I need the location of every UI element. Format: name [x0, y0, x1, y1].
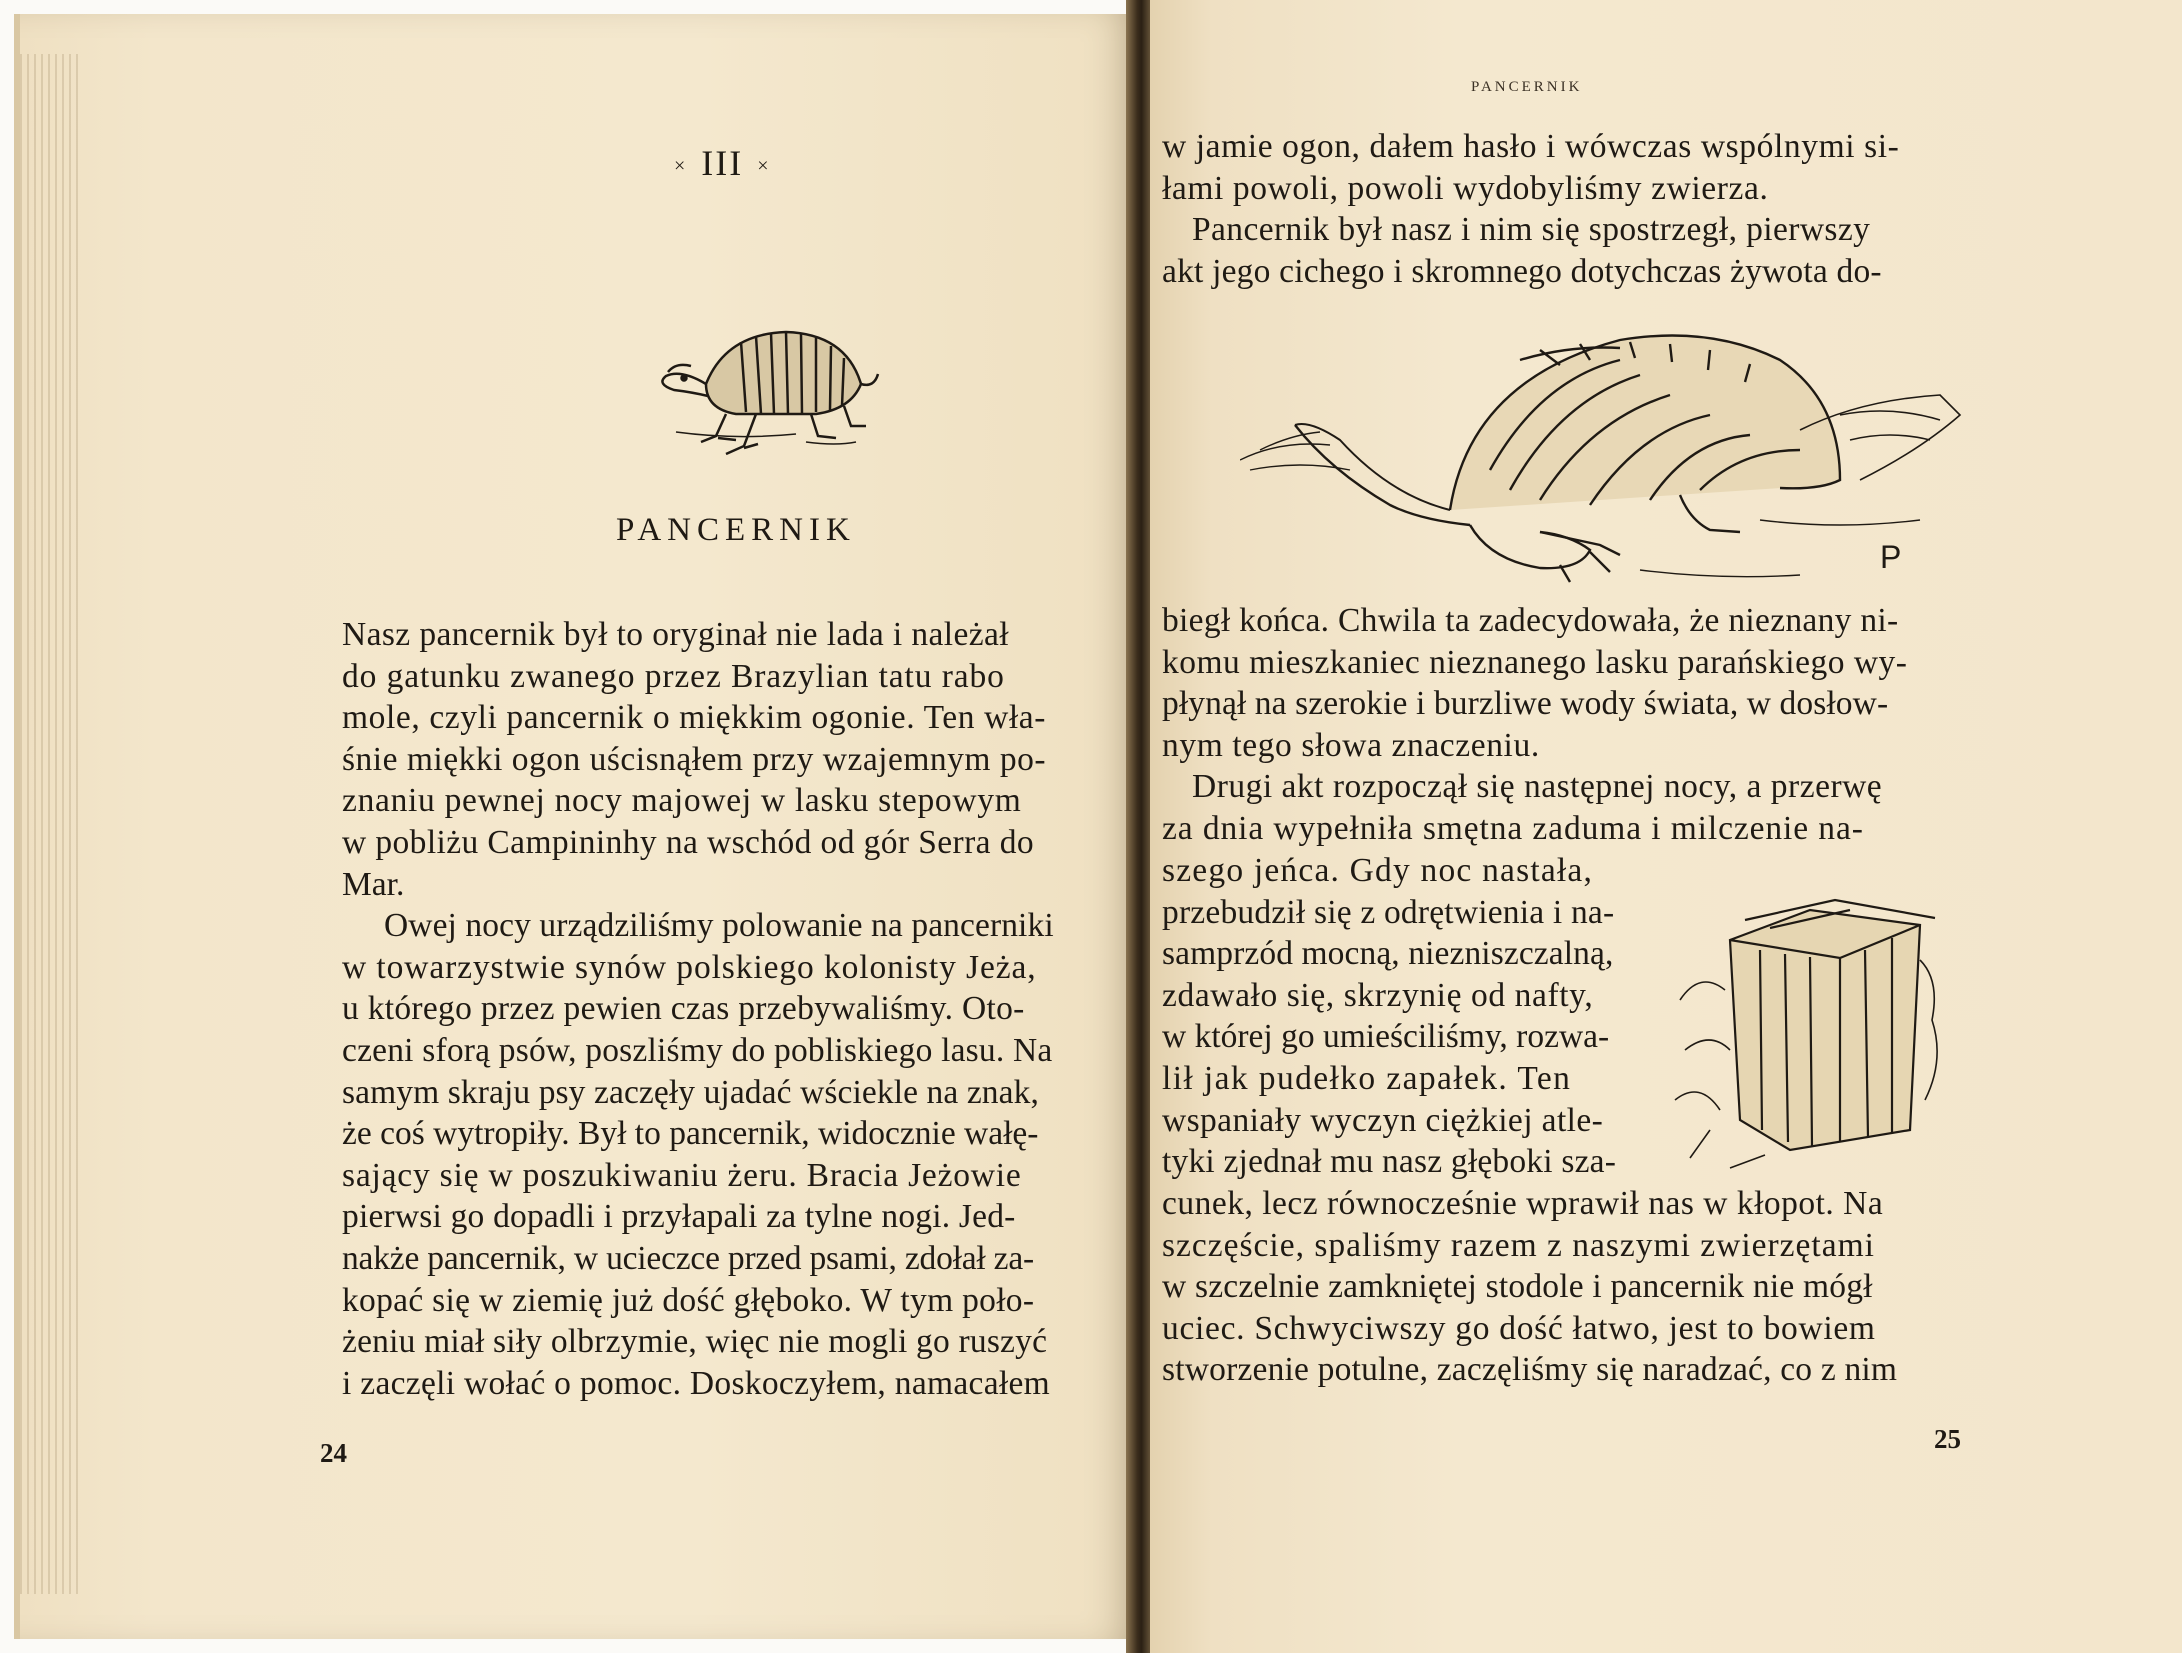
- text-line: Mar.: [342, 865, 405, 903]
- chapter-heading: [660, 142, 785, 184]
- text-line: łami powoli, powoli wydobyliśmy zwierza.: [1162, 169, 1769, 207]
- page-edge-texture: [20, 54, 80, 1594]
- chapter-mark-left: ×: [674, 155, 688, 178]
- text-line: w szczelnie zamkniętej stodole i pancernik nie mógł: [1162, 1268, 1873, 1306]
- text-line: komu mieszkaniec nieznanego lasku parańskiego wy-: [1162, 643, 1908, 681]
- text-line: w jamie ogon, dałem hasło i wówczas wspólnymi si-: [1162, 128, 1900, 165]
- text-line: płynął na szerokie i burzliwe wody świata, w dosłow-: [1162, 685, 1889, 723]
- text-line: uciec. Schwyciwszy go dość łatwo, jest to bowiem: [1162, 1309, 1876, 1347]
- page-number-left: 24: [320, 1438, 347, 1468]
- text-line: przebudził się z odrętwienia i na-: [1162, 893, 1615, 931]
- text-line: u którego przez pewien czas przebywaliśmy. Oto-: [342, 990, 1025, 1028]
- text-line: zdawało się, skrzynię od nafty,: [1162, 976, 1594, 1014]
- text-line: sający się w poszukiwaniu żeru. Bracia Jeżowie: [342, 1156, 1022, 1194]
- text-line: Owej nocy urządziliśmy polowanie na pancerniki: [384, 907, 1054, 945]
- right-text-middle: [1162, 600, 1962, 850]
- text-line: w towarzystwie synów polskiego kolonisty Jeża,: [342, 948, 1037, 986]
- text-line: kopać się w ziemię już dość głęboko. W tym poło-: [342, 1281, 1035, 1319]
- text-line: stworzenie potulne, zaczęliśmy się naradzać, co z nim: [1162, 1351, 1898, 1389]
- illustration-signature: P: [1880, 539, 1902, 575]
- text-line: czeni sforą psów, poszliśmy do pobliskiego lasu. Na: [342, 1031, 1053, 1069]
- armadillo-vignette-icon: [646, 314, 886, 464]
- page-number-right: 25: [1934, 1424, 1961, 1454]
- right-page: [1150, 0, 2182, 1653]
- text-line: że coś wytropiły. Był to pancernik, widocznie wałę-: [342, 1115, 1039, 1153]
- text-line: żeniu miał siły olbrzymie, więc nie mogli go ruszyć: [342, 1323, 1048, 1361]
- text-line: samprzód mocną, niezniszczalną,: [1162, 935, 1614, 973]
- text-line: Drugi akt rozpoczął się następnej nocy, a przerwę: [1192, 768, 1883, 806]
- text-line: za dnia wypełniła smętna zaduma i milczenie na-: [1162, 809, 1864, 847]
- text-line: w której go umieściliśmy, rozwa-: [1162, 1018, 1610, 1056]
- chapter-mark-right: ×: [757, 155, 771, 178]
- text-line: do gatunku zwanego przez Brazylian tatu rabo: [342, 657, 1005, 695]
- left-page: [14, 14, 1138, 1639]
- running-head: PANCERNIK: [1471, 79, 1583, 95]
- text-line: szczęście, spaliśmy razem z naszymi zwierzętami: [1162, 1226, 1875, 1264]
- text-line: mole, czyli pancernik o miękkim ogonie. Ten wła-: [342, 699, 1047, 737]
- text-line: i zaczęli wołać o pomoc. Doskoczyłem, namacałem: [342, 1364, 1050, 1402]
- text-line: znaniu pewnej nocy majowej w lasku stepowym: [342, 782, 1022, 820]
- right-text-wrap: [1162, 850, 1642, 1183]
- text-line: akt jego cichego i skromnego dotychczas żywota do-: [1162, 252, 1882, 290]
- armadillo-illustration-icon: [1240, 320, 1990, 590]
- left-text-block: [342, 614, 1138, 1404]
- text-line: cunek, lecz równocześnie wprawił nas w kłopot. Na: [1162, 1185, 1884, 1222]
- chapter-number: III: [701, 143, 744, 183]
- text-line: śnie miękki ogon uścisnąłem przy wzajemnym po-: [342, 740, 1047, 778]
- text-line: szego jeńca. Gdy noc nastała,: [1162, 852, 1594, 889]
- right-text-top: [1162, 126, 1962, 292]
- text-line: nakże pancernik, w ucieczce przed psami, zdołał za-: [342, 1239, 1034, 1277]
- text-line: biegł końca. Chwila ta zadecydowała, że nieznany ni-: [1162, 602, 1899, 639]
- text-line: tyki zjednał mu nasz głęboki sza-: [1162, 1143, 1617, 1181]
- text-line: wspaniały wyczyn ciężkiej atle-: [1162, 1101, 1604, 1139]
- text-line: nym tego słowa znaczeniu.: [1162, 726, 1540, 764]
- text-line: pierwsi go dopadli i przyłapali za tylne nogi. Jed-: [342, 1198, 1016, 1236]
- text-line: samym skraju psy zaczęły ujadać wściekle na znak,: [342, 1073, 1039, 1111]
- text-line: Nasz pancernik był to oryginał nie lada i należał: [342, 616, 1010, 653]
- text-line: w pobliżu Campininhy na wschód od gór Serra do: [342, 823, 1035, 861]
- text-line: Pancernik był nasz i nim się spostrzegł, pierwszy: [1192, 211, 1871, 249]
- right-text-bottom: [1162, 1183, 1962, 1391]
- text-line: lił jak pudełko zapałek. Ten: [1162, 1059, 1572, 1097]
- chapter-title: PANCERNIK: [616, 512, 856, 548]
- crate-illustration-icon: [1670, 880, 1960, 1170]
